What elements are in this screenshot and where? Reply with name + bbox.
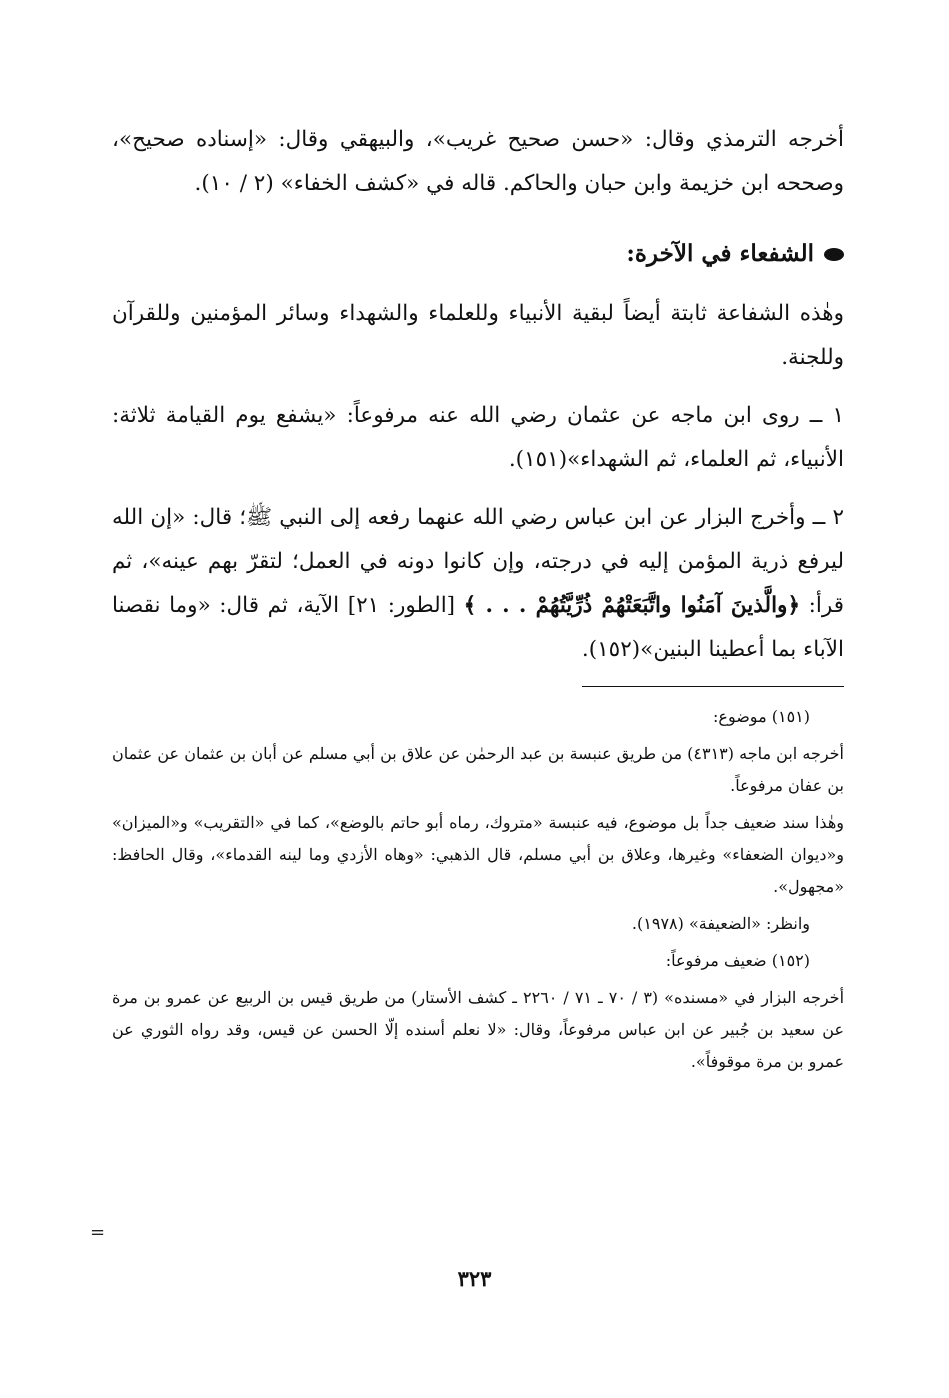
margin-mark: = (90, 1222, 106, 1243)
paragraph-hadith-1: ١ ــ روى ابن ماجه عن عثمان رضي الله عنه مرفوعاً: «يشفع يوم القيامة ثلاثة: الأنبياء، ثم العلماء، ثم الشهداء»(١٥١). (112, 403, 844, 472)
quran-verse: ﴿والَّذينَ آمَنُوا واتَّبَعَتْهُمْ ذُرِّيَّتُهُمْ . . . ﴾ (463, 593, 801, 618)
page-number: ٣٢٣ (457, 1266, 492, 1291)
section-heading (112, 232, 844, 276)
footnote-separator (582, 686, 844, 687)
paragraph-hadith-2 (112, 496, 844, 672)
paragraph-intro: وهٰذه الشفاعة ثابتة أيضاً لبقية الأنبياء وللعلماء والشهداء وسائر المؤمنين وللقرآن وللجنة. (112, 301, 844, 370)
footnote-151-text-3: وانظر: «الضعيفة» (١٩٧٨). (631, 914, 810, 933)
hadith-2-text-a: ٢ ــ وأخرج البزار عن ابن عباس رضي الله عنهما رفعه إلى النبي ﷺ؛ قال: «إن الله ليرفع ذرية المؤمن إليه في درجته، وإن كانوا دونه في العمل؛ لتقرّ بهم عينه»، ثم قرأ: (112, 505, 844, 618)
bullet-icon (824, 248, 844, 261)
page-body (112, 118, 844, 1078)
hadith-2-text-b: [الطور: ٢١] الآية، ثم قال: «وما نقصنا الآباء بما أعطينا البنين»(١٥٢). (112, 593, 844, 662)
footnote-151-text-2: وهٰذا سند ضعيف جداً بل موضوع، فيه عنبسة «متروك، رماه أبو حاتم بالوضع»، كما في «التقريب» و«الميزان» و«ديوان الضعفاء» وغيرها، وعلاق بن أبي مسلم، قال الذهبي: «وهاه الأزدي وما لينه القدماء»، وقال الحافظ: «مجهول». (112, 813, 844, 896)
heading-text: الشفعاء في الآخرة: (626, 240, 814, 267)
footnote-151-text-1: أخرجه ابن ماجه (٤٣١٣) من طريق عنبسة بن عبد الرحمٰن عن علاق بن أبي مسلم عن أبان بن عثمان عن عثمان بن عفان مرفوعاً. (112, 744, 845, 795)
footnote-151-title: (١٥١) موضوع: (713, 707, 810, 726)
footnote-separator-wrap (112, 672, 844, 701)
footnote-152-text-1: أخرجه البزار في «مسنده» (٣ / ٧٠ ـ ٧١ / ٢٢٦٠ ـ كشف الأستار) من طريق قيس بن الربيع عن عمرو بن مرة عن سعيد بن جُبير عن ابن عباس مرفوعاً، وقال: «لا نعلم أسنده إلّا الحسن عن قيس، وقد رواه الثوري عن عمرو بن مرة موقوفاً». (112, 988, 845, 1071)
footnote-152-title: (١٥٢) ضعيف مرفوعاً: (665, 951, 810, 970)
paragraph-takhrij: أخرجه الترمذي وقال: «حسن صحيح غريب»، والبيهقي وقال: «إسناده صحيح»، وصححه ابن خزيمة وابن حبان والحاكم. قاله في «كشف الخفاء» (٢ / ١٠). (112, 127, 844, 196)
